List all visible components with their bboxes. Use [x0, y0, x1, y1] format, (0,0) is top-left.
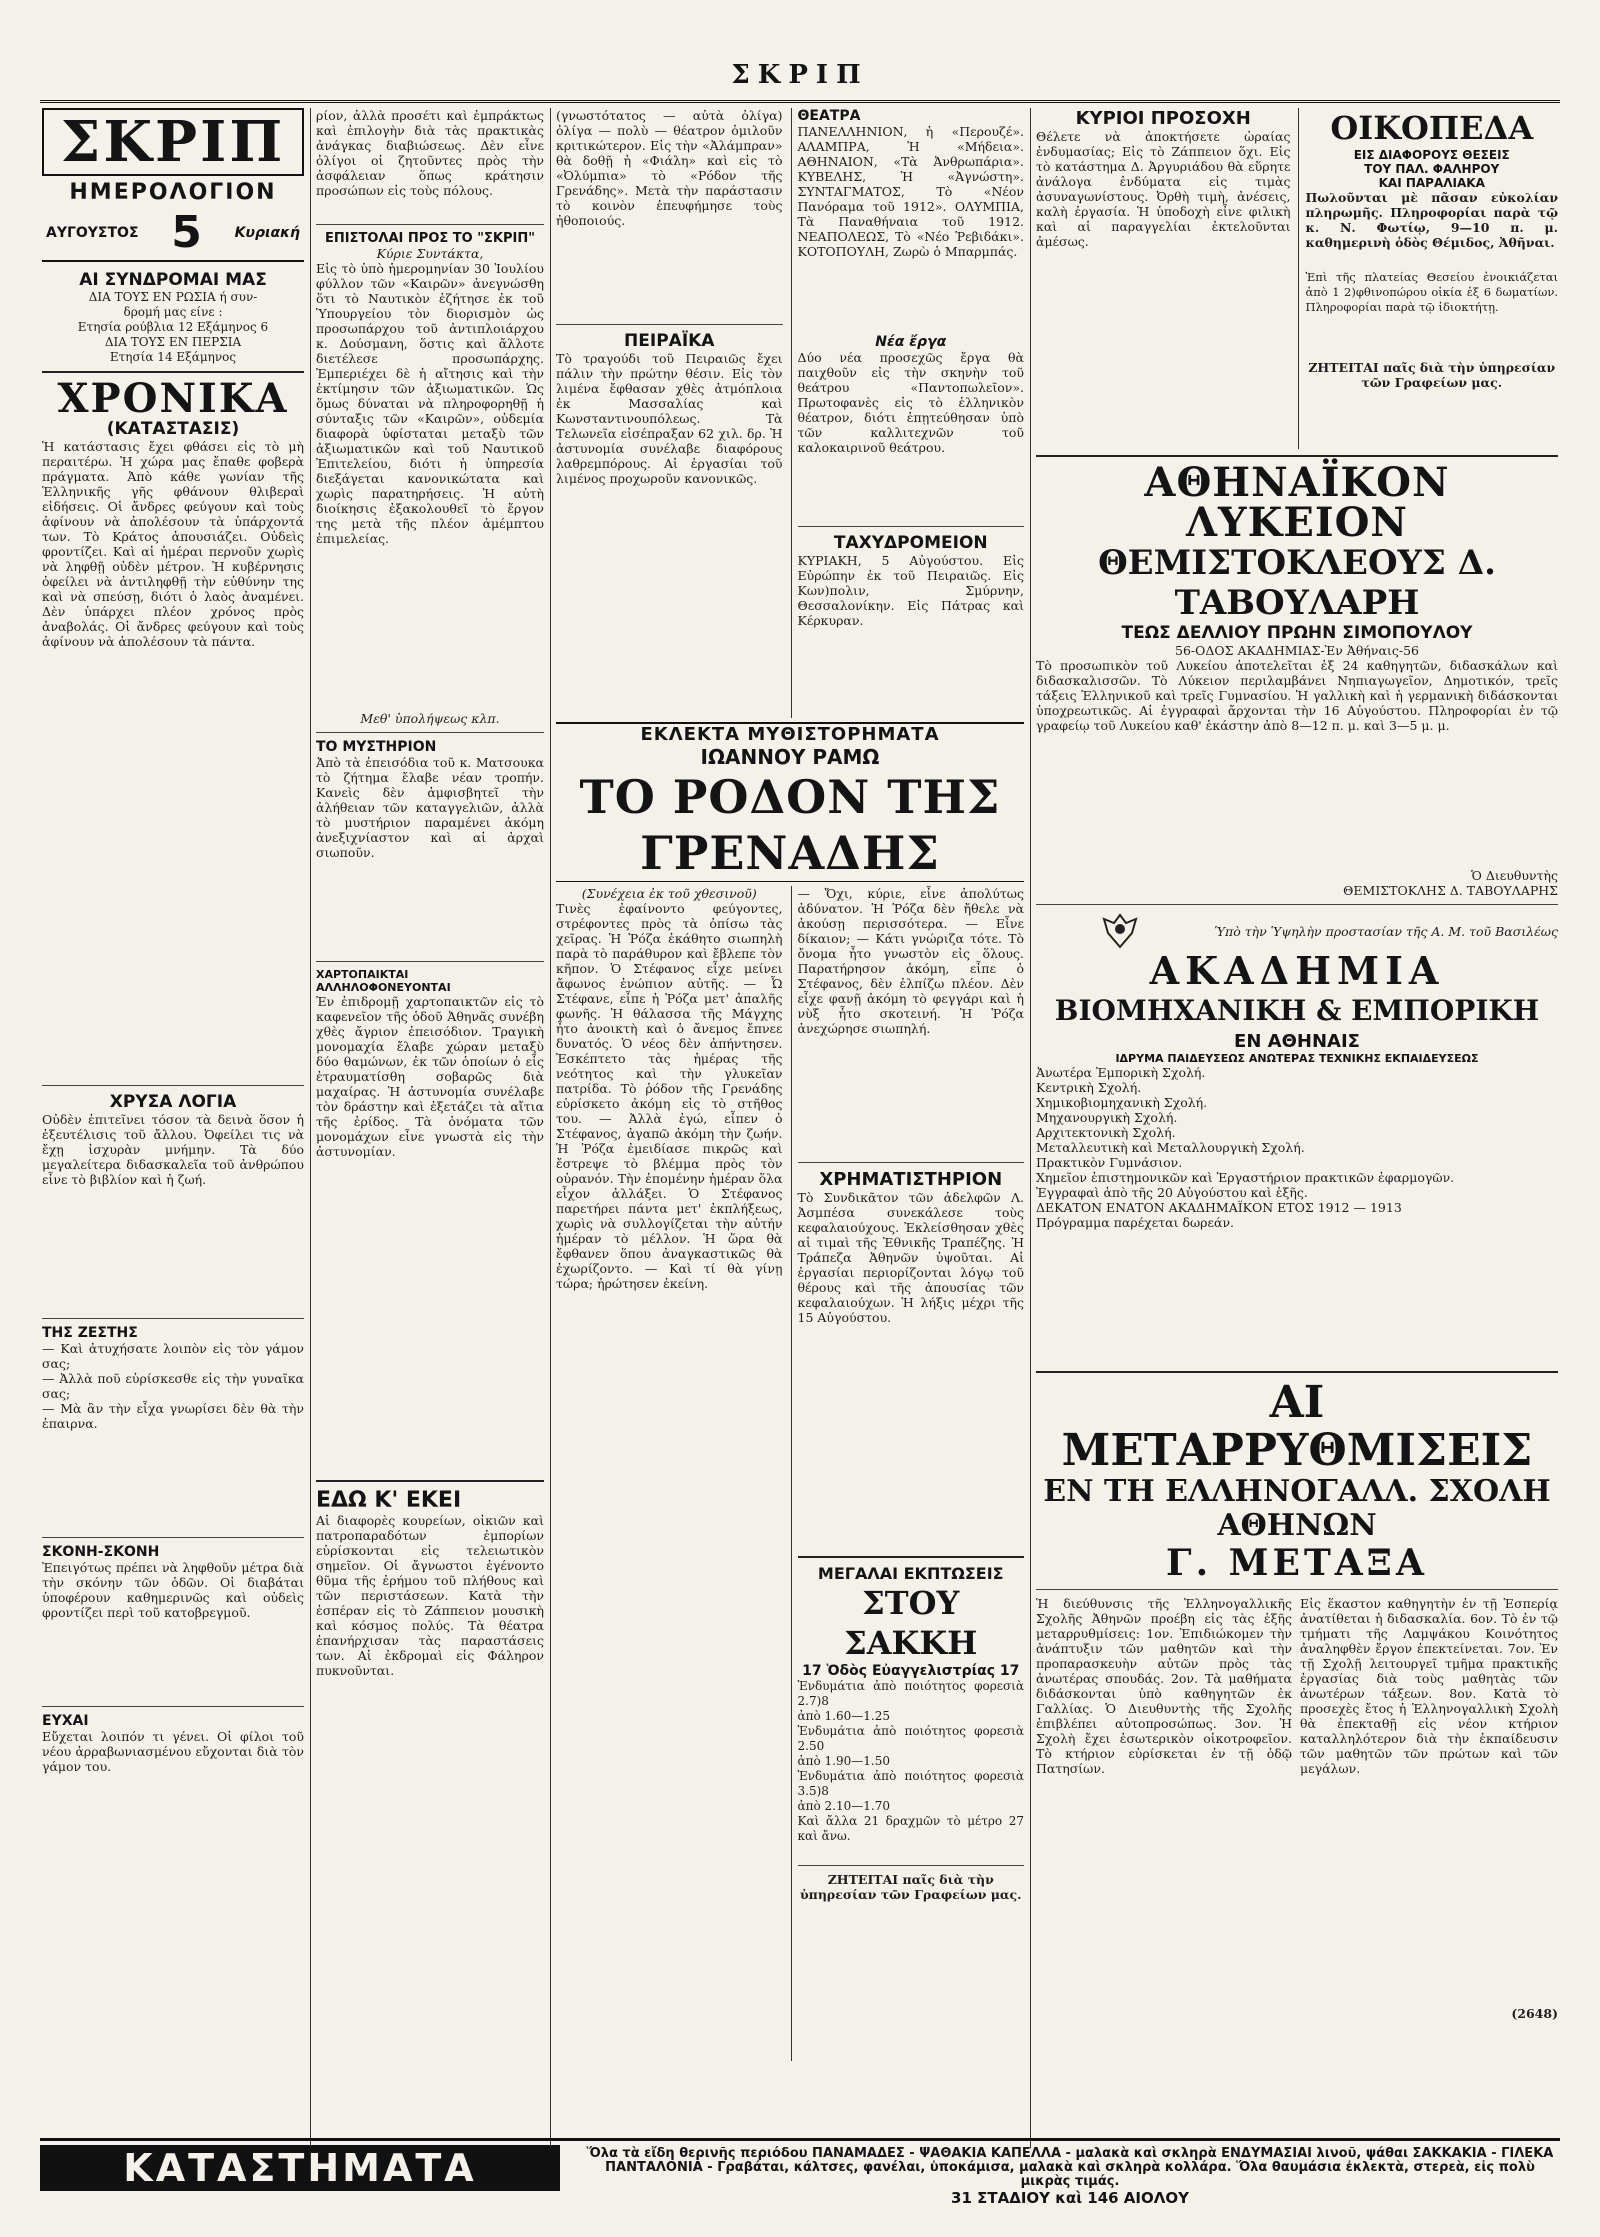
new-works-text: Δύο νέα προσεχῶς ἔργα θὰ παιχθοῦν εἰς τὴν σκηνὴν τοῦ θεάτρου «Παντοπωλεῖον». Πρωτοφανὲς εἰς τὸ ἑλληνικὸν θέατρον, διότι ἐπῃτεύθησαν ὑπὸ τῶν καλλιτεχνῶν τοῦ καλοκαιρινοῦ θεάτρου. — [797, 350, 1028, 455]
post-heading: ΤΑΧΥΔΡΟΜΕΙΟΝ — [833, 533, 988, 553]
divider — [556, 324, 783, 325]
post-text: ΚΥΡΙΑΚΗ, 5 Αὐγούστου. Εἰς Εὐρώπην ἐκ τοῦ Πειραιῶς. Εἰς Κων)πολιν, Σμύρνην, Θεσσαλονίκην. Εἰς Πάτρας καὶ Κέρκυραν. — [797, 553, 1028, 628]
reforms-title: ΑΙ ΜΕΤΑΡΡΥΘΜΙΣΕΙΣ — [1061, 1377, 1533, 1476]
footer-banner — [40, 2138, 1560, 2236]
col3-top-text: (γνωστότατος — αὐτὰ ὀλίγα) ὀλίγα — πολὺ — θέατρον ὁμιλοῦν κριτικώτερον. Εἰς τὴν «Ἀλάμπραν» θὰ δοθῇ ἡ «Φιάλη» καὶ εἰς τὸ «Ὀλύμπια» τὸ «Ρόδον τῆς Γρενάδης». Μετὰ τὴν παράστασιν τὸ κοινὸν ἐπευφήμησε τοὺς ἠθοποιούς. — [556, 108, 787, 228]
notice-text: Θέλετε νὰ ἀποκτήσετε ὡραίας ἐνδυμασίας; Εἰς τὸ Ζάππειον ὅχι. Εἰς τὸ κατάστημα Δ. Ἀργυριάδου θὰ εὕρητε ἀνάλογα ἐνδύματα εἰς τιμὰς ἀσυναγωνίστους. Ὀρθὴ τιμὴ, ἀνέσεις, καλὴ ἐργασία. Ἡ ὑποδοχὴ εἶνε φιλικὴ καὶ αἱ παραγγελίαι ἐκτελοῦνται ἀμέσως. — [1036, 129, 1295, 249]
divider — [798, 1162, 1025, 1163]
column-2 — [316, 108, 548, 2133]
wanted-notice-2: ΖΗΤΕΙΤΑΙ παῖς διὰ τὴν ὑπηρεσίαν τῶν Γραφείων μας. — [1308, 360, 1560, 390]
date-row — [42, 205, 304, 262]
letter-salutation: Κύριε Συντάκτα, — [376, 246, 484, 261]
serial-title: ΤΟ ΡΟΔΟΝ ΤΗΣ ΓΡΕΝΑΔΗΣ — [579, 770, 1001, 880]
divider — [798, 1865, 1025, 1866]
weekday: Κυριακή — [234, 224, 300, 241]
mystirion-heading: ΤΟ ΜΥΣΤΗΡΙΟΝ — [316, 739, 437, 755]
wanted-notice: ΖΗΤΕΙΤΑΙ παῖς διὰ τὴν ὑπηρεσίαν τῶν Γραφείων μας. — [800, 1872, 1022, 1902]
royal-crest-icon — [1096, 911, 1144, 951]
divider — [1036, 1589, 1558, 1590]
plots-text: Πωλοῦνται μὲ πᾶσαν εὐκολίαν πληρωμῆς. Πληροφορίαι παρὰ τῷ κ. Ν. Φωτίῳ, 9—10 π. μ. καθημερινὴ ὁδὸς Θέμιδος, Ἀθῆναι. — [1305, 190, 1563, 250]
footer-store-name: ΚΑΤΑΣΤΗΜΑΤΑ ΓΟΥΤΑΚΗ — [40, 2145, 560, 2191]
lyceum-subtitle: ΘΕΜΙΣΤΟΚΛΕΟΥΣ Δ. ΤΑΒΟΥΛΑΡΗ — [1098, 543, 1496, 623]
chronika-heading: ΧΡΟΝΙΚΑ — [57, 375, 289, 422]
divider — [1036, 904, 1558, 905]
column-rule — [310, 108, 311, 2148]
divider — [42, 1085, 304, 1086]
plots-small-text: Ἐπὶ τῆς πλατείας Θεσείου ἐνοικιάζεται ἀπὸ 1 2)φθινοπώρου οἰκία ἐξ 6 δωματίων. Πληροφορίαι παρὰ τῷ ἰδιοκτήτῃ. — [1305, 270, 1562, 314]
masthead — [40, 60, 1560, 103]
reforms-name: Γ. ΜΕΤΑΞΑ — [1166, 1542, 1428, 1584]
column-rule — [550, 108, 551, 2148]
reforms-body — [1036, 1596, 1562, 2026]
academy-patron-row — [1036, 911, 1558, 951]
column-4 — [1036, 108, 1563, 2133]
column-1 — [42, 108, 308, 2133]
column-rule — [1030, 108, 1031, 2148]
col2-top-text: ρίον, ἀλλὰ προσέτι καὶ ἐμπράκτως καὶ ἐπιλογὴν διὰ τὰς πρακτικὰς ἀνάγκας διαβιώσεως. Δὲν εἶνε ὀλίγοι οἱ ζητοῦντες πρὸς τὴν ἀσφάλειαν ὅπως κράτησιν προσώπων εἰς τοὺς πόλους. — [316, 108, 548, 198]
logo: ΣΚΡΙΠ — [60, 109, 286, 175]
serial-text-right: — Ὄχι, κύριε, εἶνε ἀπολύτως ἀδύνατον. Ἡ Ῥόζα δὲν ἤθελε νὰ ἀκούσῃ περισσότερα. — Εἶνε δίκαιον; — Κάτι γνώριζα τότε. Τὸ ὄνομα ἦτο γνωστὸν εἰς ὅλους. Παρατήρησον ἀκόμη, εἶπε ὁ Στέφανος, δὲν ἐλπίζω πλέον. Δὲν εἶχε φανῇ ἀκόμη τὸ φεγγάρι καὶ ἡ νὺξ ἦτο σκοτεινή. Ἡ Ῥόζα ἀνεχώρησε σιωπηλή. — [797, 886, 1028, 1036]
serial-banner: ΕΚΛΕΚΤΑ ΜΥΘΙΣΤΟΡΗΜΑΤΑ — [640, 724, 940, 745]
reforms-subtitle: ΕΝ ΤΗ ΕΛΛΗΝΟΓΑΛΛ. ΣΧΟΛΗ ΑΘΗΝΩΝ — [1043, 1474, 1551, 1543]
serial-author: ΙΩΑΝΝΟΥ ΡΑΜΩ — [700, 745, 880, 769]
divider — [42, 1706, 304, 1707]
masthead-title: ΣΚΡΙΠ — [731, 60, 869, 90]
divider — [316, 732, 544, 733]
letter-text: Εἰς τὸ ὑπὸ ἡμερομηνίαν 30 Ἰουλίου φύλλον τῶν «Καιρῶν» ἀνεγνώσθη ὅτι τὸ Ναυτικὸν ἐζήτησε ἐκ τοῦ Ὑπουργείου τὸν διορισμὸν ὡς προσωπάρχου τοῦ ἀντιπλοιάρχου κ. Δούσμανη, ὅστις καὶ ἄλλοτε διετέλεσε προσωπάρχης. Ἐμπεριέχει δὲ ἡ αἴτησις καὶ τὴν ἐκτίμησιν τῶν ἀξιωματικῶν. Ὡς ὅμως δύναται νὰ πληροφορηθῇ ἡ σύνταξις τῶν «Καιρῶν», οὐδεμία διαφορὰ ὑφίσταται μεταξὺ τῶν ἀξιωματικῶν καὶ τοῦ Ναυτικοῦ Ἐπιτελείου, διότι ἡ ὑπηρεσία διεξάγεται κανονικώτατα καὶ χωρὶς παρατηρήσεις. Ἡ αὐτὴ διοίκησις ἐξακολουθεῖ τὸ ἔργον της μετὰ τῆς πλέον ἀμέμπτου ἐπιμελείας. — [316, 261, 548, 546]
edo-text: Αἱ διαφορὲς κουρείων, οἰκιῶν καὶ πατροπαραδότων ἐμπορίων εὑρίσκονται εἰς τελειωτικὸν σημεῖον. Οἱ ἄγνωστοι ἐγένοντο θῦμα τῆς ἐρήμου τοῦ πλήθους καὶ τῶν περιστάσεων. Κατὰ τὴν ἐσπέραν εἰς τὸ Ζάππειον μουσικὴ καὶ κόσμος πολύς. Τὰ θέατρα ἐπανήρχισαν τὰς παραστάσεις των. Αἱ ἐκδρομαὶ εἰς Φάληρον πυκνοῦνται. — [316, 1513, 548, 1678]
sale-address: 17 Ὁδὸς Εὐαγγελιστρίας 17 — [802, 1663, 1020, 1679]
col3-upper-right — [791, 108, 1028, 718]
subscriptions-heading: ΑΙ ΣΥΝΔΡΟΜΑΙ ΜΑΣ — [79, 270, 267, 290]
plots-box — [1298, 108, 1563, 449]
notice-box — [1036, 108, 1295, 449]
bourse-text: Τὸ Συνδικᾶτον τῶν ἀδελφῶν Λ. Ἀσμπέσα συνεκάλεσε τοὺς κεφαλαιούχους. Ἐκλείσθησαν χθὲς αἱ τιμαὶ τῆς Ἐθνικῆς Τραπέζης. Ἡ Τράπεζα Ἀθηνῶν ὑψοῦται. Αἱ ἐργασίαι περιορίζονται λόγῳ τοῦ θέρους καὶ τῆς ἀπουσίας τῶν κεφαλαιούχων. Ἡ λήξις μέχρι τῆς 15 Αὐγούστου. — [797, 1190, 1028, 1325]
subscriptions-text: ΔΙΑ ΤΟΥΣ ΕΝ ΡΩΣΙΑ ή συν- δρομή μας είνε : Ετησία ρούβλια 12 Εξάμηνος 6 ΔΙΑ ΤΟΥΣ ΕΝ ΠΕΡΣΙΑ Ετησία 14 Εξάμηνος — [77, 290, 269, 364]
reforms-right — [1300, 1596, 1562, 2026]
footer-ad — [580, 2147, 1560, 2205]
academy-title: ΑΚΑΔΗΜΙΑ — [1149, 948, 1445, 993]
academy-city: ΕΝ ΑΘΗΝΑΙΣ — [1234, 1031, 1360, 1052]
chronika-subheading: (ΚΑΤΑΣΤΑΣΙΣ) — [106, 419, 240, 439]
month: ΑΥΓΟΥΣΤΟΣ — [46, 224, 139, 241]
serial-header — [556, 722, 1024, 882]
mystirion-text: Ἀπὸ τὰ ἐπεισόδια τοῦ κ. Ματσουκα τὸ ζήτημα ἔλαβε νέαν τροπήν. Κανεὶς δὲν ἀμφισβητεῖ τὴν ἀλήθειαν τῶν καταγγελιῶν, ἀλλὰ τὸ μυστήριον παραμένει ἀκόμη ἀνεξιχνίαστον καὶ αἱ ἀρχαὶ σιωποῦν. — [316, 755, 548, 860]
letters-heading: ΕΠΙΣΤΟΛΑΙ ΠΡΟΣ ΤΟ "ΣΚΡΙΠ" — [325, 231, 535, 246]
edo-heading: ΕΔΩ Κ' ΕΚΕΙ — [316, 1488, 462, 1513]
zestis-text: — Καὶ ἀτυχήσατε λοιπὸν εἰς τὸν γάμον σας; — Ἀλλὰ ποῦ εὑρίσκεσθε εἰς τὴν γυναῖκα σας; — Μὰ ἂν τὴν εἶχα γνωρίσει δὲν θὰ τὴν ἐπαιρνα. — [42, 1341, 304, 1431]
bourse-heading: ΧΡΗΜΑΤΙΣΤΗΡΙΟΝ — [819, 1169, 1003, 1190]
sale-subheading: ΣΤΟΥ ΣΑΚΚΗ — [844, 1584, 978, 1662]
serial-text: Τινὲς ἐφαίνοντο φεύγοντες, στρέφοντες πρὸς τὰ ὀπίσω τὰς χεῖρας. Ἡ Ῥόζα ἐκάθητο σιωπηλὴ παρὰ τὸ παράθυρον καὶ ἔβλεπε τὸν κῆπον. Ὁ Στέφανος εἶχε μείνει ἄφωνος ἐνώπιον αὐτῆς. — Ὦ Στέφανε, εἶπε ἡ Ῥόζα μετ' ἀπαλῆς φωνῆς. Ἡ θάλασσα τῆς Μάγχης ἦτο ἀνοικτὴ καὶ ὁ ἄνεμος ἔπνεε δυνατός. Ὁ νέος δὲν ἀπήντησεν. Ἐσκέπτετο τὰς ἡμέρας τῆς νεότητος καὶ τὴν γλυκεῖαν πατρίδα. Τὸ ῥόδον τῆς Γρενάδης εὑρίσκετο ἀκόμη εἰς τὸ στῆθος του. — Ἀλλὰ ἐγώ, εἶπεν ὁ Στέφανος, ἀγαπῶ ἀκόμη τὴν ζωήν. Ἡ Ῥόζα ἐμειδίασε πικρῶς καὶ ἔστρεψε τὸ βλέμμα πρὸς τὸν οὐρανόν. Τὴν ἐπομένην ἡμέραν ὅλα εἶχον ἀλλάξει. Ὁ Στέφανος παρετήρει πάντα μετ' ἐκπλήξεως, χωρὶς νὰ συλλογίζεται τὴν αὐτήν ἡμέραν τὸ μέλλον. Ἡ ὥρα θὰ ἔφθανεν ὅπου ἀναγκαστικῶς θὰ ἐχωρίζοντο. — Καὶ τί θὰ γίνῃ τώρα; ἠρώτησεν ἐκείνη. — [556, 901, 787, 1291]
chrysa-heading: ΧΡΥΣΑ ΛΟΓΙΑ — [109, 1092, 237, 1112]
footer-ad-text: Ὅλα τὰ εἴδη θερινῆς περιόδου ΠΑΝΑΜΑΔΕΣ - ΨΑΘΑΚΙΑ ΚΑΠΕΛΛΑ - μαλακὰ καὶ σκληρὰ ΕΝΔΥΜΑΣΙΑΙ λινοῦ, ψάθαι ΣΑΚΚΑΚΙΑ - ΓΙΛΕΚΑ ΠΑΝΤΑΛΟΝΙΑ - Γραβάται, κάλτσες, φανέλαι, ὑποκάμισα, μαλακὰ καὶ σκληρὰ κολλάρα. Ὅλα θαυμάσια ἐκλεκτὰ, στερεὰ, εἰς πολὺ μικρὰς τιμάς. — [586, 2146, 1554, 2189]
sale-text: Ἐνδυμάτια ἀπὸ ποιότητος φορεσιὰ 2.7)8 ἀπὸ 1.60—1.25 Ἐνδυμάτια ἀπὸ ποιότητος φορεσιὰ 2.50 ἀπὸ 1.90—1.50 Ἐνδυμάτια ἀπὸ ποιότητος φορεσιὰ 3.5)8 ἀπὸ 2.10—1.70 Καὶ ἄλλα 21 δραχμῶν τὸ μέτρο 27 καὶ ἄνω. — [797, 1679, 1024, 1843]
plots-heading: ΟΙΚΟΠΕΔΑ — [1330, 109, 1534, 147]
divider — [798, 1556, 1025, 1558]
academy-patron: Ὑπὸ τὴν Ὑψηλὴν προστασίαν τῆς Α. Μ. τοῦ Βασιλέως — [1214, 923, 1558, 939]
col3-upper-left — [556, 108, 787, 718]
sale-heading: ΜΕΓΑΛΑΙ ΕΚΠΤΩΣΕΙΣ — [817, 1564, 1004, 1583]
zestis-heading: ΤΗΣ ΖΕΣΤΗΣ — [42, 1325, 138, 1341]
peiraika-heading: ΠΕΙΡΑΪΚΑ — [624, 331, 715, 351]
divider — [798, 526, 1025, 527]
lyceum-address: 56-ΟΔΟΣ ΑΚΑΔΗΜΙΑΣ-Ἐν Ἀθήναις-56 — [1175, 643, 1419, 658]
lyceum-sign: Ὁ Διευθυντὴς ΘΕΜΙΣΤΟΚΛΗΣ Δ. ΤΑΒΟΥΛΑΡΗΣ — [1343, 868, 1558, 898]
lyceum-former: ΤΕΩΣ ΔΕΛΛΙΟΥ ΠΡΩΗΝ ΣΙΜΟΠΟΥΛΟΥ — [1121, 623, 1473, 643]
letter-sign: Μεθ' ὑπολήψεως κλπ. — [360, 711, 500, 726]
academy-text: Ἀνωτέρα Ἐμπορικὴ Σχολή. Κεντρικὴ Σχολή. Χημικοβιομηχανικὴ Σχολή. Μηχανουργικὴ Σχολή. Αρχιτεκτονικὴ Σχολή. Μεταλλευτικὴ καὶ Μεταλλουργικὴ Σχολή. Πρακτικὸν Γυμνάσιον. Χημεῖον ἐπιστημονικῶν καὶ Ἐργαστήριον πρακτικῶν ἐφαρμογῶν. Ἐγγραφαὶ ἀπὸ τῆς 20 Αὐγούστου καὶ ἑξῆς. ΔΕΚΑΤΟΝ ΕΝΑΤΟΝ ΑΚΑΔΗΜΑΪΚΟΝ ΕΤΟΣ 1912 — 1913 Πρόγραμμα παρέχεται δωρεάν. — [1036, 1065, 1455, 1230]
lyceum-text: Τὸ προσωπικὸν τοῦ Λυκείου ἀποτελεῖται ἐξ 24 καθηγητῶν, διδασκάλων καὶ διδασκαλισσῶν. Τὸ Λύκειον περιλαμβάνει Νηπιαγωγεῖον, Δημοτικόν, τρεῖς τάξεις Ἑλληνικοῦ καὶ τρεῖς Γυμνασίου. Ἡ γαλλικὴ καὶ ἡ γερμανικὴ διδάσκονται ὑποχρεωτικῶς. Αἱ ἐγγραφαὶ ἄρχονται τὴν 16 Αὐγούστου. Πληροφορίαι ἐν τῷ γραφείῳ τοῦ Λυκείου καθ' ἑκάστην ἀπὸ 8—12 π. μ. καὶ 3—5 μ. μ. — [1036, 658, 1562, 733]
divider — [316, 1480, 544, 1482]
col3-lower-right — [791, 886, 1028, 2061]
chrysa-text: Οὐδὲν ἐπιτεῖνει τόσον τὰ δεινὰ ὅσον ἡ ἐξευτέλισις τοῦ ἄλλου. Ὀφείλει τις νὰ ἔχῃ ἰσχυρὰν μνήμην. Τὰ δύο μεγαλείτερα διδασκαλεῖα τοῦ ἀνθρώπου εἶνε τὸ βιβλίον καὶ ἡ ζωή. — [42, 1112, 308, 1187]
col3-upper — [556, 108, 1028, 718]
divider — [42, 1537, 304, 1538]
reforms-code: (2648) — [1511, 2006, 1558, 2021]
theatres-text: ΠΑΝΕΛΛΗΝΙΟΝ, ἡ «Περουζέ». ΑΛΑΜΠΡΑ, Ἡ «Μήδεια». ΑΘΗΝΑΙΟΝ, «Τὰ Ἀνθρωπάρια». ΚΥΒΕΛΗΣ, Ἡ «Ἀγνώστη». ΣΥΝΤΑΓΜΑΤΟΣ, Τὸ «Νέον Πανόραμα τοῦ 1912». ΟΛΥΜΠΙΑ, Τὰ Παναθήναια τοῦ 1912. ΝΕΑΠΟΛΕΩΣ, Τὸ «Νέο Ῥεβιδάκι». ΚΟΤΟΠΟΥΛΗ, Ζωρὼ ὁ Μπαρμπάς. — [797, 124, 1028, 259]
column-3 — [556, 108, 1028, 2133]
academy-subtitle: ΒΙΟΜΗΧΑΝΙΚΗ & ΕΜΠΟΡΙΚΗ — [1054, 994, 1540, 1027]
col4-top — [1036, 108, 1563, 449]
xartopaiktai-text: Ἐν ἐπιδρομῇ χαρτοπαικτῶν εἰς τὸ καφενεῖον τῆς ὁδοῦ Ἀθηνᾶς συνέβη χθὲς ἄγριον ἐπεισόδιον. Τραγικὴ μονομαχία ἔλαβε χώραν μεταξὺ δύο θαμώνων, ἐκ τῶν ὁποίων ὁ εἷς ἐτραυματίσθη σοβαρῶς διὰ μαχαίρας. Ἡ ἀστυνομία συνέλαβε τὸν δράστην καὶ ἐξετάζει τὰ αἴτια τῆς ἐρίδος. Τὰ ὀνόματα τῶν μονομάχων εἶνε γνωστὰ εἰς τὴν ἀστυνομίαν. — [316, 994, 548, 1159]
day-number: 5 — [171, 207, 202, 258]
theatres-heading: ΘΕΑΤΡΑ — [797, 108, 861, 124]
efxai-heading: ΕΥΧΑΙ — [42, 1713, 89, 1729]
plots-subheading: ΕΙΣ ΔΙΑΦΟΡΟΥΣ ΘΕΣΕΙΣ ΤΟΥ ΠΑΛ. ΦΑΛΗΡΟΥ ΚΑΙ ΠΑΡΑΛΙΑΚΑ — [1353, 148, 1510, 190]
divider — [42, 1318, 304, 1319]
skoni-text: Ἐπειγότως πρέπει νὰ ληφθοῦν μέτρα διὰ τὴν σκόνην τῶν ὁδῶν. Οἱ διαβάται ὑποφέρουν καθημερινῶς καὶ οὐδεὶς φροντίζει περὶ τοῦ κατοβρεγμοῦ. — [42, 1560, 308, 1620]
footer-address: 31 ΣΤΑΔΙΟΥ καὶ 146 ΑΙΟΛΟΥ — [951, 2189, 1189, 2207]
col3-lower — [556, 886, 1028, 2061]
reforms-text-right: Εἰς ἕκαστον καθηγητὴν ἐν τῇ Ἑσπερίᾳ ἀνατίθεται ἡ διδασκαλία. 6ον. Τὸ ἐν τῷ τμήματι τῆς Λαμψάκου Κοινότητος ἀναληφθὲν ἔργον ἐπεκτείνεται. 7ον. Ἐν τῇ Σχολῇ λειτουργεῖ τμῆμα πρακτικῆς ἐργασίας διὰ τοὺς μαθητὰς τῶν ἀνωτέρων τάξεων. 8ον. Κατὰ τὸ προσεχὲς ἔτος ἡ Ἑλληνογαλλικὴ Σχολὴ θὰ ἐπεκταθῇ εἰς νέον κτήριον καταλληλότερον διὰ τὴν ἐκπαίδευσιν τῶν μαθητῶν τῶν πρώτων καὶ τῶν μεγάλων. — [1300, 1596, 1562, 1776]
reforms-text-left: Ἡ διεύθυνσις τῆς Ἑλληνογαλλικῆς Σχολῆς Ἀθηνῶν προέβη εἰς τὰς ἑξῆς μεταρρυθμίσεις: 1ον. Ἐπιδιώκομεν τὴν ἀνάπτυξιν τῶν μαθητῶν καὶ τὴν προπαρασκευὴν αὐτῶν πρὸς τὰς ἀνωτέρας σπουδάς. 2ον. Τὰ μαθήματα διδάσκονται ὑπὸ καθηγητῶν ἐκ Γαλλίας. Ὁ Διευθυντὴς τῆς Σχολῆς ἐπιβλέπει αὐτοπροσώπως. 3ον. Ἡ Σχολὴ ἔχει ἐσωτερικὸν οἰκοτροφεῖον. Τὸ κτήριον εὑρίσκεται ἐν τῇ ὁδῷ Πατησίων. — [1036, 1596, 1296, 1776]
divider — [1036, 455, 1558, 457]
skoni-heading: ΣΚΟΝΗ-ΣΚΟΝΗ — [42, 1544, 160, 1560]
divider — [42, 371, 304, 373]
peiraika-text: Τὸ τραγούδι τοῦ Πειραιῶς ἔχει πάλιν τὴν πρώτην θέσιν. Εἰς τὸν λιμένα ἔφθασαν χθὲς ἀτμόπλοια ἐκ Μασσαλίας καὶ Κωνσταντινουπόλεως. Τὰ Τελωνεῖα εἰσέπραξαν 62 χιλ. δρ. Ἡ ἀστυνομία συνέλαβε διαφόρους λαθρεμπόρους. Αἱ ἐργασίαι τοῦ λιμένος προχωροῦν κανονικῶς. — [556, 351, 787, 486]
notice-heading: ΚΥΡΙΟΙ ΠΡΟΣΟΧΗ — [1075, 108, 1251, 129]
divider — [1036, 1371, 1558, 1373]
efxai-text: Εὔχεται λοιπόν τι γένει. Οἱ φίλοι τοῦ νέου ἀρραβωνιασμένου εὔχονται διὰ τὸν γάμον του. — [42, 1729, 308, 1774]
serial-column — [556, 886, 787, 2061]
calendar-heading: ΗΜΕΡΟΛΟΓΙΟΝ — [69, 180, 277, 205]
xartopaiktai-heading: ΧΑΡΤΟΠΑΙΚΤΑΙ ΑΛΛΗΛΟΦΟΝΕΥΟΝΤΑΙ — [316, 968, 451, 994]
divider — [316, 961, 544, 962]
divider — [316, 224, 544, 225]
academy-tag: ΙΔΡΥΜΑ ΠΑΙΔΕΥΣΕΩΣ ΑΝΩΤΕΡΑΣ ΤΕΧΝΙΚΗΣ ΕΚΠΑΙΔΕΥΣΕΩΣ — [1115, 1052, 1479, 1065]
new-works-heading: Νέα ἔργα — [875, 334, 947, 350]
serial-continued: (Συνέχεια ἐκ τοῦ χθεσινοῦ) — [581, 886, 757, 901]
chronika-text: Ἡ κατάστασις ἔχει φθάσει εἰς τὸ μὴ περαιτέρω. Ἡ χώρα μας ἔπαθε φοβερὰ πράγματα. Ἀπὸ κάθε γωνίαν τῆς Ἑλληνικῆς γῆς φθάνουν θλιβεραὶ εἰδήσεις. Οἱ ἄνδρες φεύγουν καὶ τοὺς ἀφίνουν νὰ ἀπολέσουν τὰ ὑπάρχοντά των. Τὸ Κράτος ἀπουσιάζει. Οὐδεὶς φροντίζει. Καὶ αἱ ἡμέραι περνοῦν χωρὶς νὰ ληφθῇ οὐδὲν μέτρον. Ἡ κυβέρνησις ὀφείλει νὰ ἀντιληφθῇ τὴν εὐθύνην της καὶ νὰ σπεύσῃ, διότι ὁ λαὸς ἀναμένει. Δὲν ὑπάρχει πλέον χρόνος πρὸς ἀναβολάς. Οἱ ἄνδρες φεύγουν καὶ τοὺς ἀφίνουν νὰ ἀπολέσουν τὰ πάντα. — [42, 439, 308, 649]
lyceum-title: ΑΘΗΝΑΪΚΟΝ ΛΥΚΕΙΟΝ — [1144, 459, 1450, 546]
logo-box — [42, 108, 304, 176]
